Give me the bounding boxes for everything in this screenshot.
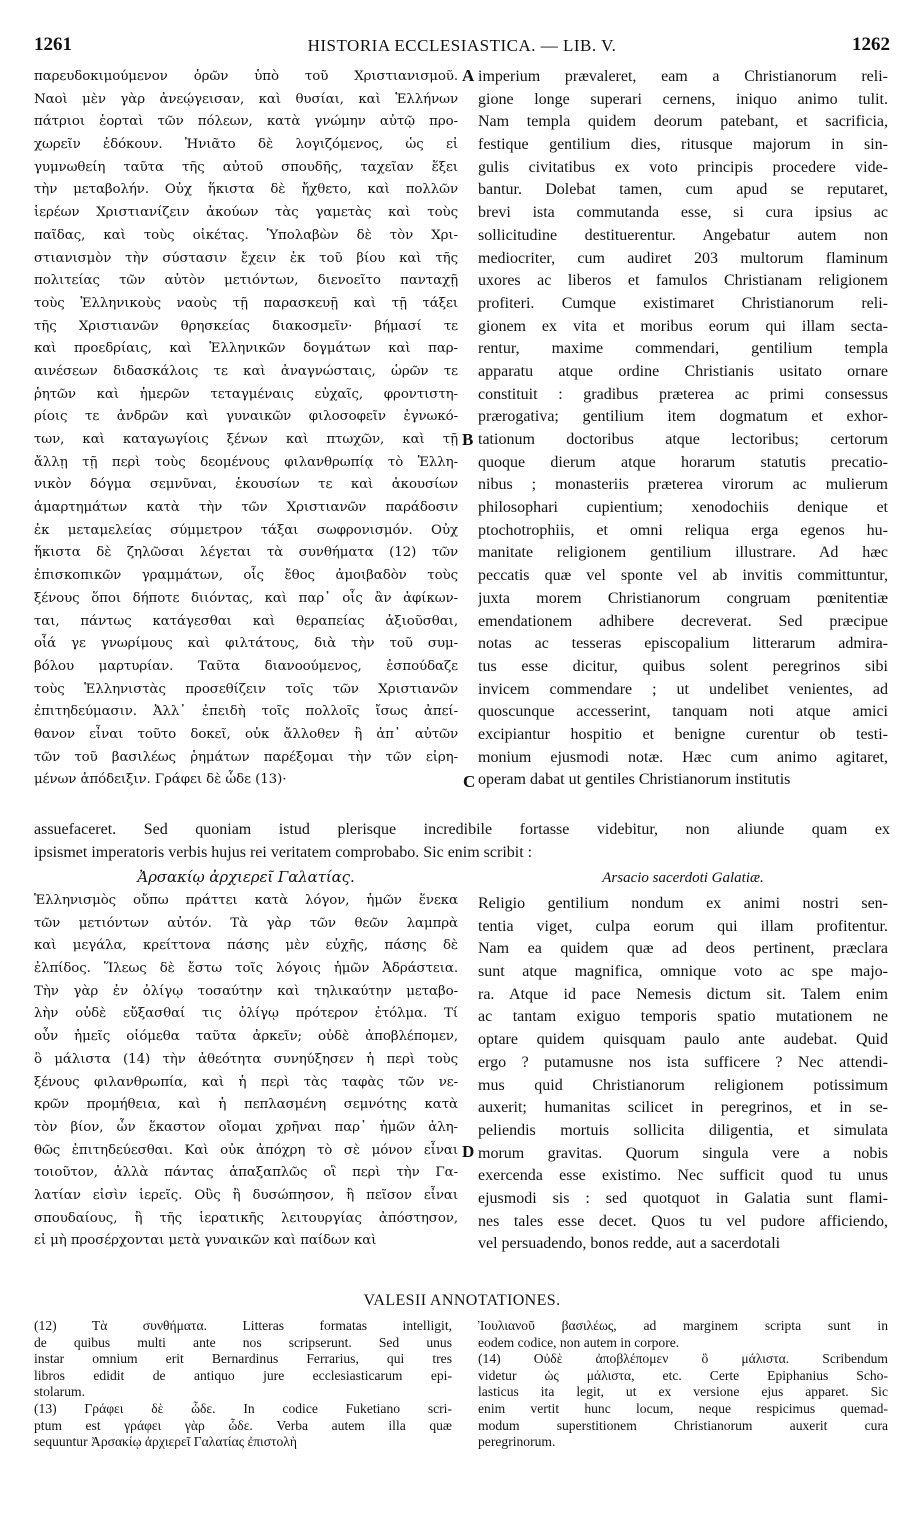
margin-marker-b: B <box>462 430 474 449</box>
letter-latin-line: Religio gentilium nondum ex animi nostri sen- <box>478 895 888 912</box>
letter-greek-line: ξένους φιλανθρωπία, καὶ ἡ περὶ τὰς ταφὰς τῶν νε- <box>34 1074 458 1090</box>
latin-text-line: constituit : gradibus præterea ac primi consessus <box>478 385 888 403</box>
annotation-line: modum superstitionem Christianorum auxerit cura <box>478 1417 888 1433</box>
latin-text-line: quoque dierum atque horarum statutis precatio- <box>478 453 888 471</box>
letter-latin-title: Arsacio sacerdoti Galatiæ. <box>602 870 764 886</box>
letter-latin-line: auxerit; humanitas scilicet in peregrinos, et in se- <box>478 1099 888 1117</box>
annotation-line: de quibus multi ante nos scripserunt. Sed unus <box>34 1334 452 1350</box>
latin-text-line: gione longe superari cernens, iniquo animo tulit. <box>478 90 888 108</box>
latin-text-line: notas ac tesseras episcopalium litterarum admira- <box>478 635 888 653</box>
latin-text-line: bantur. Dolebat tamen, cum apud se reputaret, <box>478 181 888 199</box>
latin-text-line: Nam templa quidem deorum patebant, et sacrificia, <box>478 113 888 131</box>
letter-greek-line: λὴν οὐδὲ εὔξασθαί τις ὀλίγῳ πρότερον ἐτόλμα. Τί <box>34 1006 458 1022</box>
greek-text-line: ἄλλῃ τῇ περὶ τοὺς δεομένους φιλανθρωπίᾳ τὸ Ἑλλη- <box>34 454 458 470</box>
latin-text-line: rentur, maxime commendari, gentilium templa <box>478 340 888 358</box>
annotation-line: eodem codice, non autem in corpore. <box>478 1334 680 1350</box>
latin-text-line: nibus ; monasteriis præterea virorum ac mulierum <box>478 476 888 494</box>
running-title: HISTORIA ECCLESIASTICA. — LIB. V. <box>307 36 617 55</box>
annotation-line: peregrinorum. <box>478 1434 556 1450</box>
latin-text-line: monium ejusmodi notæ. Hæc cum animo agitaret, <box>478 748 888 766</box>
latin-text-line: uxores ac liberos et famulos Christianam religionem <box>478 272 888 290</box>
letter-greek-line: τῶν μετιόντων αὐτόν. Τὰ γὰρ τῶν θεῶν λαμπρὰ <box>34 915 458 931</box>
latin-text-line: assuefaceret. Sed quoniam istud plerisque incredibile fortasse videbitur, non aliunde quam ex <box>34 821 890 838</box>
latin-text-line: tus esse dicitur, quibus solent peregrinos sibi <box>478 657 888 675</box>
letter-latin-line: sunt atque magnifica, omnique voto ac spe majo- <box>478 963 888 981</box>
greek-text-line: ρίοις τε ἀνδρῶν καὶ γυναικῶν φιλοσοφεῖν ἐγνωκό- <box>34 409 458 425</box>
latin-full-width-text <box>34 818 890 864</box>
annotation-line: (12) Τὰ συνθήματα. Litteras formatas intelligit, <box>34 1318 452 1333</box>
annotation-line: sequuntur Ἀρσακίῳ ἀρχιερεῖ Γαλατίας ἐπιστολὴ <box>34 1434 298 1450</box>
letter-greek-line: τοιοῦτον, ἀλλὰ πάντας ἁπαξαπλῶς οἳ περὶ τὴν Γα- <box>34 1165 458 1181</box>
letter-latin-line: peliendis mortuis sollicita diligentia, et simulata <box>478 1121 888 1139</box>
greek-text-line: τὴν μεταβολήν. Οὐχ ἥκιστα δὲ ἤχθετο, καὶ πολλῶν <box>34 182 458 198</box>
letter-latin-line: exercenda esse existimo. Nec sufficit quod tu unus <box>478 1167 888 1185</box>
letter-latin-line: ejusmodi sis : sed quotquot in Galatia sunt flami- <box>478 1189 888 1207</box>
greek-text-line: ἐπισκοπικῶν γραμμάτων, οἷς ἔθος ἀμοιβαδὸν τοὺς <box>34 568 458 584</box>
letter-latin-line: mus quid Christianorum religionem potissimum <box>478 1076 888 1094</box>
letter-greek-line: οὖν ἡμεῖς οἰόμεθα ταῦτα ἀρκεῖν; οὐδὲ ἀποβλέπομεν, <box>34 1029 458 1045</box>
letter-latin-line: morum gravitas. Quorum singula vere a nobis <box>478 1144 888 1162</box>
letter-latin-line: optare quidem quisquam paulo ante audebat. Quid <box>478 1031 888 1049</box>
greek-text-line: τοὺς Ἑλληνικοὺς ναοὺς τῇ παρασκευῇ καὶ τῇ τάξει <box>34 295 458 311</box>
letter-latin-line: ergo ? putamusne nos ista sufficere ? Nec attendi- <box>478 1053 888 1071</box>
annotations-heading: VALESII ANNOTATIONES. <box>363 1292 561 1309</box>
letter-greek-line: λατίαν εἰσὶν ἱερεῖς. Οὓς ἢ δυσώπησον, ἢ πεῖσον εἶναι <box>34 1187 458 1203</box>
annotation-line: stolarum. <box>34 1384 85 1400</box>
greek-text-line: τῆς Χριστιανῶν θρησκείας διακοσμεῖν· βήμασί τε <box>34 318 458 334</box>
annotation-line: instar omnium erit Bernardinus Ferrarius, qui tres <box>34 1351 452 1367</box>
page-number-left: 1261 <box>34 34 72 55</box>
annotation-line: Ἰουλιανοῦ βασιλέως, ad marginem scripta sunt in <box>478 1318 888 1333</box>
annotations-right-column <box>478 1318 888 1451</box>
greek-text-line: των, καὶ καταγωγίοις ξένων καὶ πτωχῶν, καὶ τῇ <box>34 432 458 447</box>
annotation-line: ptum est γράφει γὰρ ὧδε. Verba autem illa quæ <box>34 1417 452 1433</box>
latin-text-line: manitate religionem gentilium illustrare. Ad hæc <box>478 544 888 562</box>
letter-greek-line: τὸν βίον, ὧν ἕκαστον οἴομαι χρῆναι παρ᾽ ἡμῶν ἀλη- <box>34 1119 458 1135</box>
latin-text-line: ipsismet imperatoris verbis hujus rei veritatem comprobabo. Sic enim scribit : <box>34 844 533 861</box>
latin-text-line: operam dabat ut gentiles Christianorum institutis <box>478 771 791 789</box>
annotation-line: lasticus ita legit, ut ex versione ejus apparet. Sic <box>478 1384 888 1400</box>
letter-greek-line: καὶ μεγάλα, κρείττονα πάσης μὲν εὐχῆς, πάσης δὲ <box>34 938 458 954</box>
greek-text-line: πολιτείας τῶν αὐτὸν μετιόντων, διενοεῖτο πανταχῇ <box>34 273 458 289</box>
letter-latin-column <box>478 893 888 1256</box>
margin-marker-a: A <box>462 66 475 85</box>
greek-text-line: ἥκιστα δὲ ζηλῶσαι λέγεται τὰ συνθήματα (12) τῶν <box>34 545 458 561</box>
greek-text-line: ἱερέων Χριστιανίζειν ἀκούων τὰς γαμετὰς καὶ τοὺς <box>34 205 458 221</box>
greek-text-column <box>34 66 458 792</box>
greek-text-line: μένων ἀπόδειξιν. Γράφει δὲ ὧδε (13)· <box>34 772 287 788</box>
letter-latin-line: Nam ea quidem quæ ad deos pertinent, præclara <box>478 940 888 958</box>
latin-text-line: gulis civitatibus ex voto principis procedere vide- <box>478 158 888 176</box>
greek-text-line: ἐκ μεταμελείας σύμμετρον τάξαι σωφρονισμόν. Οὐχ <box>34 522 458 538</box>
letter-greek-line: κρῶν προμήθεια, καὶ ἡ πεπλασμένη σεμνότης κατὰ <box>34 1097 458 1113</box>
greek-text-line: ται, πάντως κατάγεσθαι καὶ θεραπείας ἀξιοῦσθαι, <box>34 613 458 629</box>
greek-text-line: παῖδας, καὶ τοὺς οἰκέτας. Ὑπολαβὼν δὲ τὸν Χρι- <box>34 227 458 243</box>
greek-text-line: ἁμαρτημάτων κατὰ τὴν τῶν Χριστιανῶν παράδοσιν <box>34 500 458 516</box>
latin-text-line: peccatis quæ vel sponte vel ab invitis committuntur, <box>478 567 888 585</box>
latin-text-column <box>478 66 888 792</box>
latin-text-line: apparatu atque ordine Christianis usitato ornare <box>478 362 888 380</box>
annotation-line: enim vertit hunc locum, neque respicimus quemad- <box>478 1400 888 1416</box>
annotation-line: libros edidit de antiquo jure ecclesiasticarum epi- <box>34 1367 452 1383</box>
greek-text-line: πάτριοι ἑορταὶ τῶν πόλεων, κατὰ γνώμην αὐτῷ προ- <box>34 114 458 130</box>
latin-text-line: gionem ex vita et moribus eorum qui illam secta- <box>478 317 888 335</box>
greek-text-line: θανον εἶναι τοῦτο δοκεῖ, οὐκ ἄλλοθεν ἢ ἀπ᾽ αὐτῶν <box>34 726 458 742</box>
latin-text-line: mediocriter, cum audiret 203 multorum flaminum <box>478 249 888 267</box>
latin-text-line: profiteri. Cumque existimaret Christianorum reli- <box>478 294 888 312</box>
letter-greek-title: Ἀρσακίῳ ἀρχιερεῖ Γαλατίας. <box>137 868 355 886</box>
margin-marker-c: C <box>463 772 476 791</box>
letter-latin-line: vel persuadendo, bonos redde, aut a sacerdotali <box>478 1235 781 1253</box>
latin-text-line: emendationem adhibere decreverat. Sed præcipue <box>478 612 888 630</box>
latin-text-line: excipiantur hospitio et benigne curentur ob testi- <box>478 725 888 743</box>
latin-text-line: invicem commendare ; ut undelibet venientes, ad <box>478 680 888 698</box>
greek-text-line: ῥητῶν καὶ ἡμερῶν τεταγμέναις εὐχαῖς, φροντιστη- <box>34 386 458 402</box>
letter-latin-line: ra. Atque id pace Nemesis dictum sit. Talem enim <box>478 985 888 1003</box>
annotation-line: (14) Οὐδὲ ἀποβλέπομεν ὃ μάλιστα. Scribendum <box>478 1351 888 1367</box>
latin-text-line: ptochotrophiis, et omni reliqua erga egenos hu- <box>478 521 888 539</box>
greek-text-line: γυμνωθείη ταῦτα τῆς αὐτοῦ σπουδῆς, ταχεῖαν ἕξει <box>34 159 458 175</box>
letter-greek-line: ὃ μάλιστα (14) τὴν ἀθεότητα συνηύξησεν ἡ περὶ τοὺς <box>34 1051 458 1067</box>
latin-text-line: prærogativa; gentilium item dogmatum et exhor- <box>478 408 888 426</box>
greek-text-line: ξένους ὅποι δήποτε διιόντας, καὶ παρ᾽ οἷς ἂν ἀφίκων- <box>34 590 458 606</box>
greek-text-line: χωρεῖν ἐδόκουν. Ἠνιᾶτο δὲ λογιζόμενος, ὡς εἰ <box>34 137 458 153</box>
latin-text-line: philosophari cupientium; xenodochiis denique et <box>478 499 888 517</box>
letter-latin-line: nes tales esse decet. Quos tu vel pudore afficiendo, <box>478 1212 888 1230</box>
greek-text-line: νικὸν δόγμα σεμνῦναι, ἑκουσίων τε καὶ ἀκουσίων <box>34 477 458 493</box>
letter-latin-line: tentia viget, culpa eorum qui illam profitentur. <box>478 917 888 935</box>
letter-greek-line: θῶς ἐπιτηδεύεσθαι. Καὶ οὐκ ἀπόχρη τὸ σὲ μόνον εἶναι <box>34 1142 458 1158</box>
annotations-left-column <box>34 1318 452 1451</box>
letter-greek-column <box>34 890 458 1253</box>
page-header <box>34 34 890 60</box>
latin-text-line: festique gentilium dies, ritusque majorum in sin- <box>478 136 888 154</box>
latin-text-line: imperium prævaleret, eam a Christianorum reli- <box>478 68 888 85</box>
greek-text-line: στιανισμὸν τὴν σύστασιν ἔχειν ἐκ τοῦ βίου καὶ τῆς <box>34 250 458 266</box>
letter-greek-line: Τὴν γὰρ ἐν ὀλίγῳ τοσαύτην καὶ τηλικαύτην μεταβο- <box>34 983 458 999</box>
greek-text-line: ἐπιτηδεύμασιν. Ἀλλ᾽ ἐπειδὴ τοῖς πολλοῖς ἴσως ἀπεί- <box>34 704 458 720</box>
greek-text-line: τῶν τοῦ βασιλέως ῥημάτων παρέξομαι τὴν τῶν εἰρη- <box>34 749 458 765</box>
greek-text-line: Ναοὶ μὲν γὰρ ἀνεῴγεισαν, καὶ θυσίαι, καὶ Ἑλλήνων <box>34 91 458 107</box>
latin-text-line: quoscunque accesserint, tanquam noti atque amici <box>478 703 888 721</box>
greek-text-line: αινέσεων διδασκάλοις τε καὶ ἀναγνώσταις, ὡρῶν τε <box>34 363 458 379</box>
greek-text-line: παρευδοκιμούμενον ὁρῶν ὑπὸ τοῦ Χριστιανισμοῦ. <box>34 69 458 84</box>
letter-latin-line: ac tantam exiguo temporis spatio mutationem ne <box>478 1008 888 1026</box>
greek-text-line: οἷά γε γνωρίμους καὶ φιλτάτους, διὰ τὴν τοῦ συμ- <box>34 636 458 652</box>
latin-text-line: sollicitudine destituerentur. Angebatur autem non <box>478 226 888 244</box>
annotation-line: (13) Γράφει δὲ ὧδε. In codice Fuketiano scri- <box>34 1400 452 1416</box>
greek-text-line: βόλου μαρτυρίαν. Ταῦτα διανοούμενος, ἐσπούδαζε <box>34 658 458 674</box>
annotation-line: videtur ὡς μάλιστα, etc. Certe Epiphanius Scho- <box>478 1367 888 1383</box>
letter-greek-line: Ἑλληνισμὸς οὔπω πράττει κατὰ λόγον, ἡμῶν ἕνεκα <box>34 893 458 908</box>
letter-greek-line: εἰ μὴ προσέρχονται μετὰ γυναικῶν καὶ παίδων καὶ <box>34 1233 377 1249</box>
margin-marker-d: D <box>462 1142 475 1161</box>
latin-text-line: tationum doctoribus atque lectoribus; certorum <box>478 431 888 448</box>
letter-greek-line: σπουδαίους, ἢ τῆς ἱερατικῆς λειτουργίας ἀπόστησον, <box>34 1210 458 1226</box>
letter-greek-line: ἐλπίδος. Ἵλεως δὲ ἔστω τοῖς λόγοις ἡμῶν Ἀδράστεια. <box>34 961 458 977</box>
latin-text-line: brevi ista commutanda esse, si cura ipsius ac <box>478 204 888 222</box>
greek-text-line: καὶ προεδρίαις, καὶ Ἑλληνικῶν δογμάτων καὶ παρ- <box>34 341 458 357</box>
page-number-right: 1262 <box>852 34 890 55</box>
greek-text-line: τοὺς Ἑλληνιστὰς προσεθίζειν τοῖς τῶν Χριστιανῶν <box>34 681 458 697</box>
latin-text-line: juxta morem Christianorum congruam pœnitentiæ <box>478 589 888 607</box>
